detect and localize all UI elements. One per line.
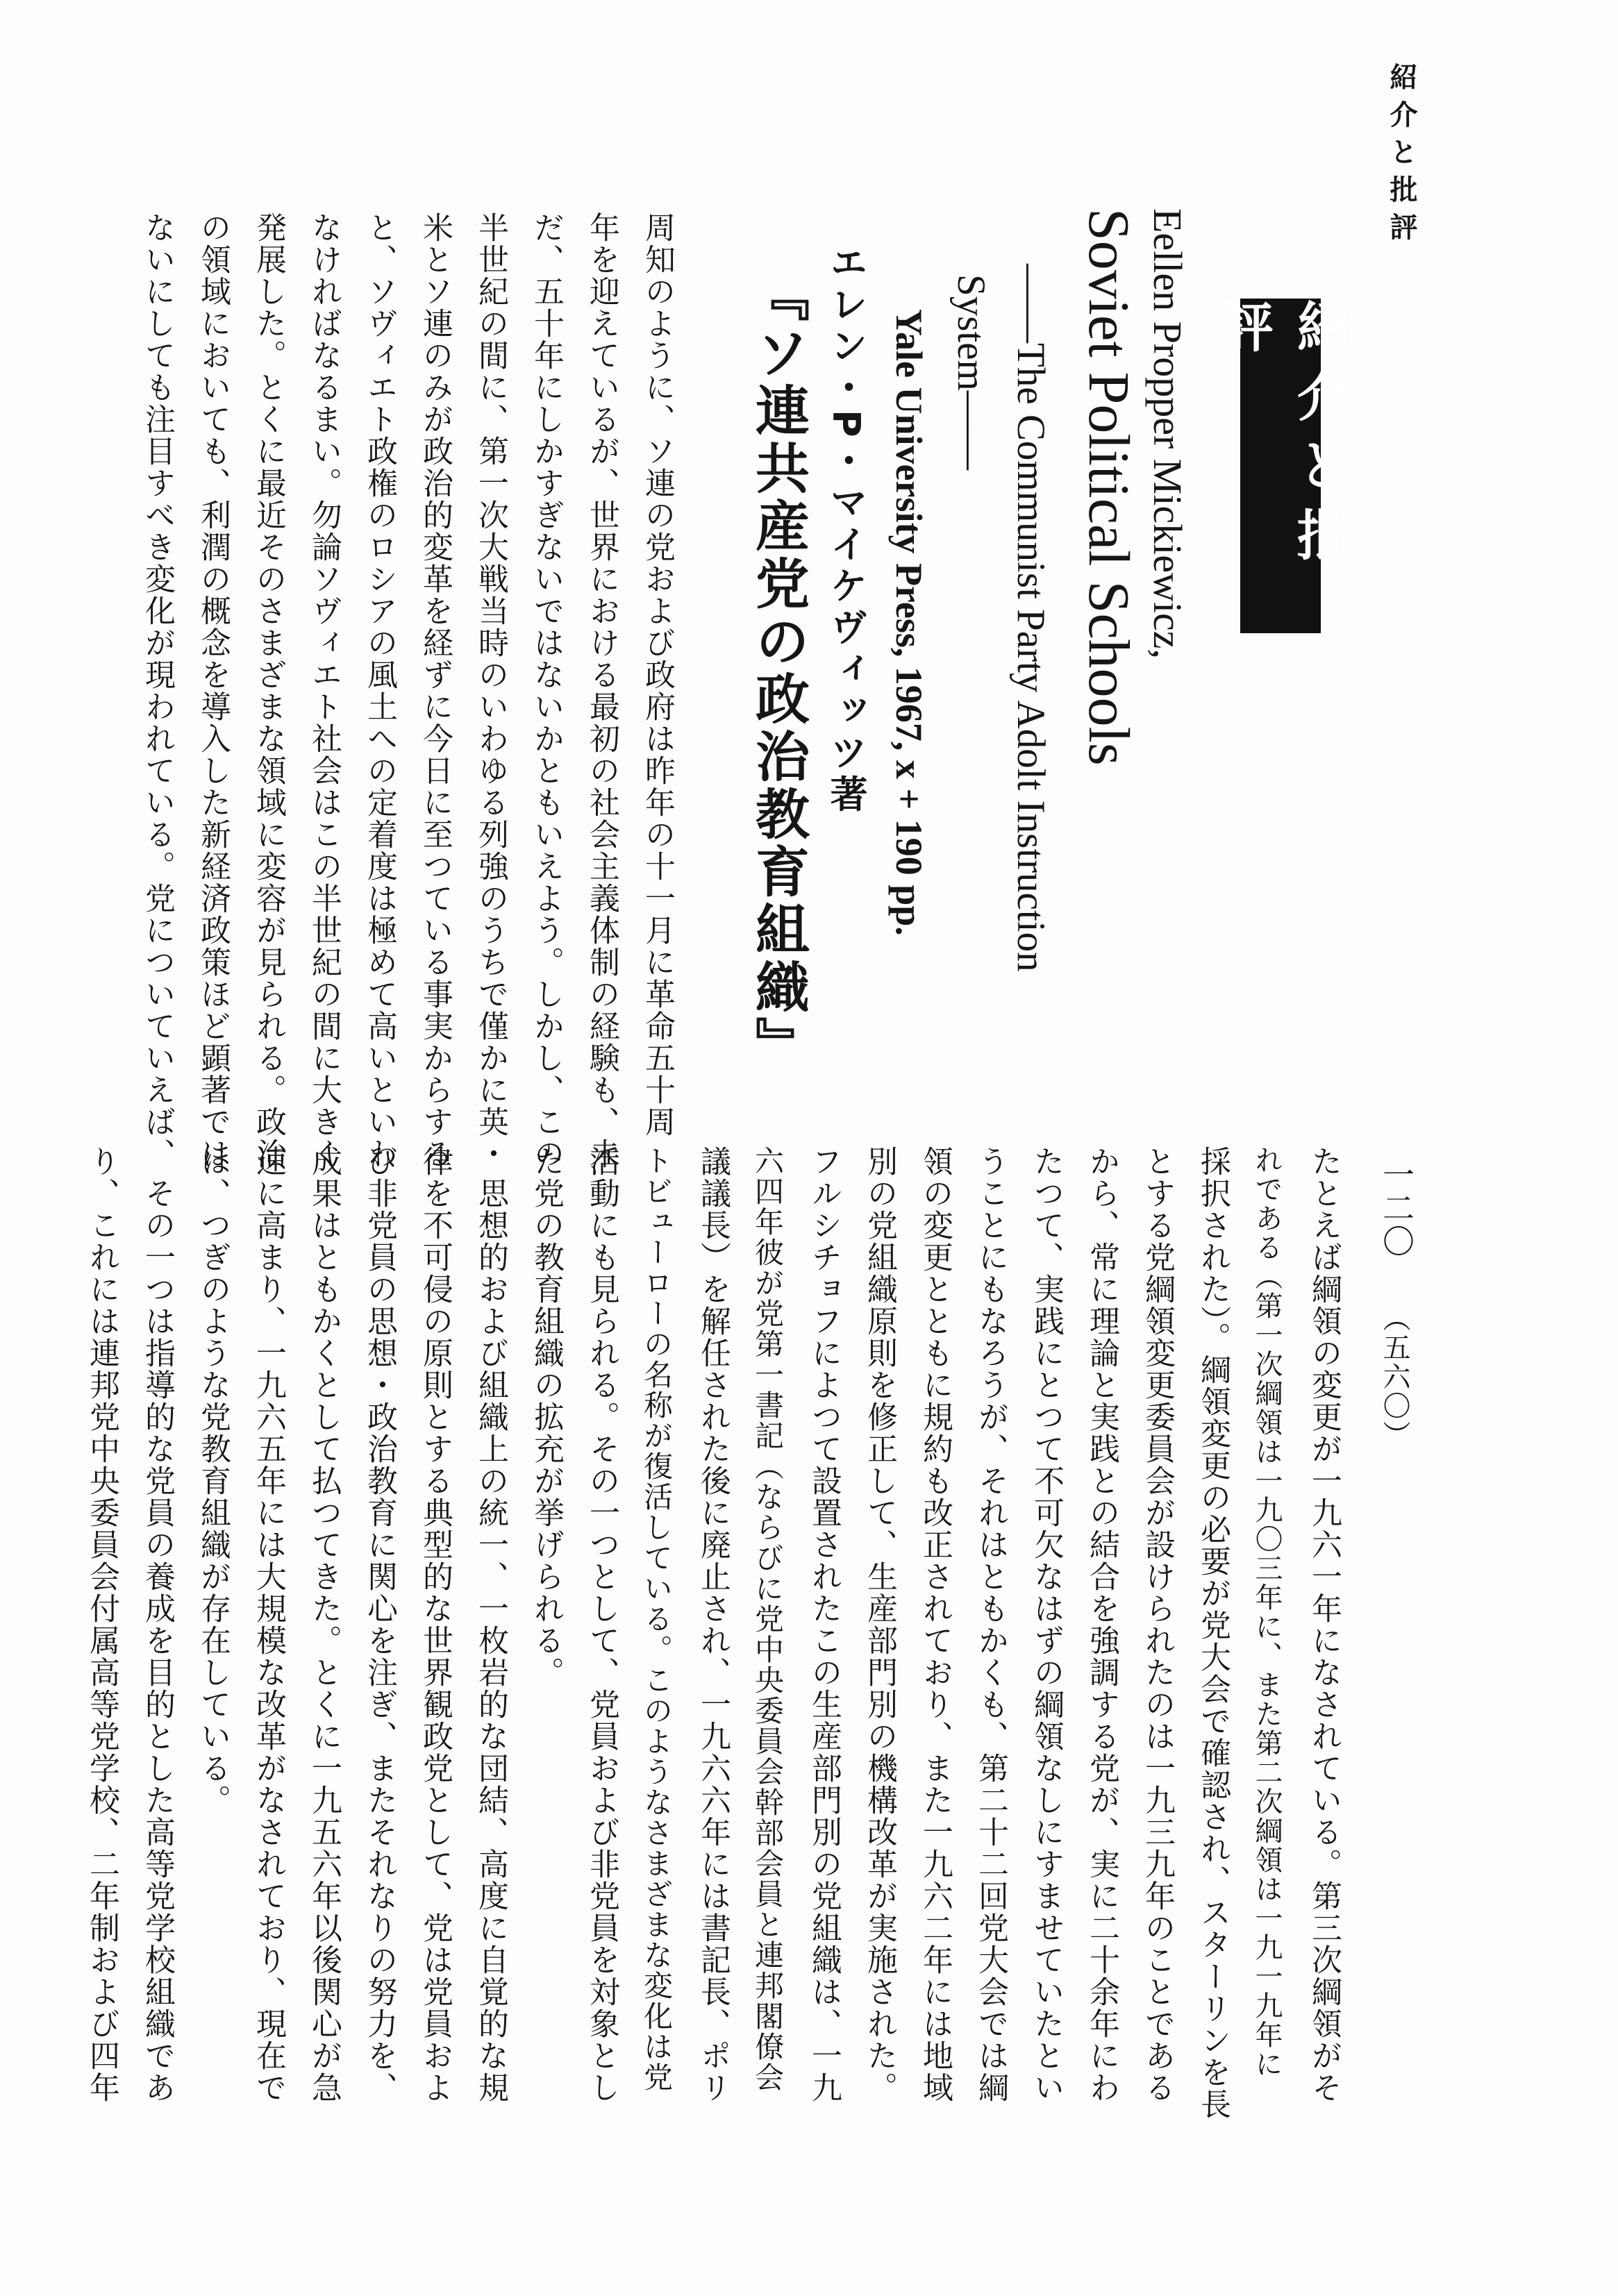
body-lower-col-11: 六四年彼が党第一書記（ならびに党中央委員会幹部会員と連邦閣僚会	[751, 1146, 785, 2093]
body-lower-col-19: 成果はともかくとして払つてきた。とくに一九五六年以後関心が急	[306, 1146, 342, 2104]
body-upper-col-1: 周知のように、ソ連の党および政府は昨年の十一月に革命五十周	[640, 212, 675, 1138]
book-author-en: Eellen Propper Mickiewicz,	[1145, 208, 1190, 660]
section-badge	[1210, 299, 1351, 633]
body-lower-col-21: は、つぎのような党教育組織が存在している。	[195, 1146, 231, 1816]
running-title: 紹介と批評	[1385, 62, 1417, 250]
body-upper-col-10: ないにしても注目すべき変化が現われている。党についていえば、	[140, 212, 175, 1170]
body-lower-col-1: たとえば綱領の変更が一九六一年になされている。第三次綱領がそ	[1306, 1146, 1342, 2104]
body-lower-col-15: た党の教育組織の拡充が挙げられる。	[528, 1146, 564, 1689]
body-upper-col-7: なければなるまい。勿論ソヴィエト社会はこの半世紀の間に大きく	[306, 212, 342, 1170]
body-lower-col-12: 議議長）を解任された後に廃止され、一九六六年には書記長、ポリ	[695, 1146, 731, 2104]
body-lower-col-23: り、これには連邦党中央委員会付属高等党学校、二年制および四年	[84, 1146, 119, 2104]
body-lower-col-5: から、常に理論と実践との結合を強調する党が、実に二十余年にわ	[1084, 1146, 1119, 2104]
body-lower-col-6: たつて、実践にとつて不可欠なはずの綱領なしにすませていたとい	[1028, 1146, 1064, 2104]
body-lower-col-20: 速に高まり、一九六五年には大規模な改革がなされており、現在で	[251, 1146, 286, 2104]
body-lower-col-4: とする党綱領変更委員会が設けられたのは一九三九年のことである	[1140, 1146, 1175, 2104]
body-lower-col-16: 思想的および組織上の統一、一枚岩的な団結、高度に自覚的な規	[473, 1146, 508, 2104]
body-upper-col-2: 年を迎えているが、世界における最初の社会主義体制の経験も、未	[584, 212, 619, 1170]
body-upper-col-9: の領域においても、利潤の概念を導入した新経済政策ほど顕著では	[195, 212, 231, 1170]
section-badge-text: 紹介と批評	[1210, 299, 1351, 576]
body-upper-col-4: 半世紀の間に、第一次大戦当時のいわゆる列強のうちで僅かに英・	[473, 212, 508, 1170]
page-number-paren: （五六〇）	[1378, 1304, 1410, 1450]
body-lower-col-22: その一つは指導的な党員の養成を目的とした高等党学校組織であ	[140, 1146, 175, 2104]
body-lower-col-17: 律を不可侵の原則とする典型的な世界観政党として、党は党員およ	[417, 1146, 453, 2104]
body-lower-col-13: トビューローの名称が復活している。このようなさまざまな変化は党	[640, 1146, 674, 2093]
body-lower-col-18: び非党員の思想・政治教育に関心を注ぎ、またそれなりの努力を、	[362, 1146, 397, 2104]
body-lower-col-8: 領の変更とともに規約も改正されており、また一九六二年には地域	[917, 1146, 953, 2104]
body-lower-col-3: 採択された）。綱領変更の必要が党大会で確認され、スターリンを長	[1195, 1146, 1231, 2120]
book-subtitle-en-1: ――The Communist Party Adolt Instruction	[1009, 264, 1053, 972]
body-lower-col-14: 活動にも見られる。その一つとして、党員および非党員を対象とし	[584, 1146, 619, 2104]
body-lower-col-10: フルシチョフによつて設置されたこの生産部門別の党組織は、一九	[806, 1146, 842, 2104]
book-title-en: Soviet Political Schools	[1076, 208, 1141, 766]
page-number: 一二〇	[1378, 1158, 1415, 1258]
body-lower-col-7: うことにもなろうが、それはともかくも、第二十二回党大会では綱	[973, 1146, 1008, 2104]
book-author-ja: エレン・P・マイケヴィッツ著	[824, 243, 868, 816]
body-upper-col-6: と、ソヴィエト政権のロシアの風土への定着度は極めて高いといわ	[362, 212, 397, 1170]
body-upper-col-3: だ、五十年にしかすぎないではないかともいえよう。しかし、この	[528, 212, 564, 1170]
book-publisher-en: Yale University Press, 1967, x + 190 pp.	[888, 309, 930, 936]
book-subtitle-en-2: System――	[949, 274, 993, 470]
body-upper-col-5: 米とソ連のみが政治的変革を経ずに今日に至つている事実からする	[417, 212, 453, 1170]
body-upper-col-8: 発展した。とくに最近そのさまざまな領域に変容が見られる。政治	[251, 212, 286, 1170]
body-lower-col-2: れである（第一次綱領は一九〇三年に、また第二次綱領は一九一九年に	[1251, 1146, 1283, 2079]
body-lower-col-9: 別の党組織原則を修正して、生産部門別の機構改革が実施された。	[862, 1146, 897, 2104]
book-title-ja: 『ソ連共産党の政治教育組織』	[747, 267, 809, 1074]
